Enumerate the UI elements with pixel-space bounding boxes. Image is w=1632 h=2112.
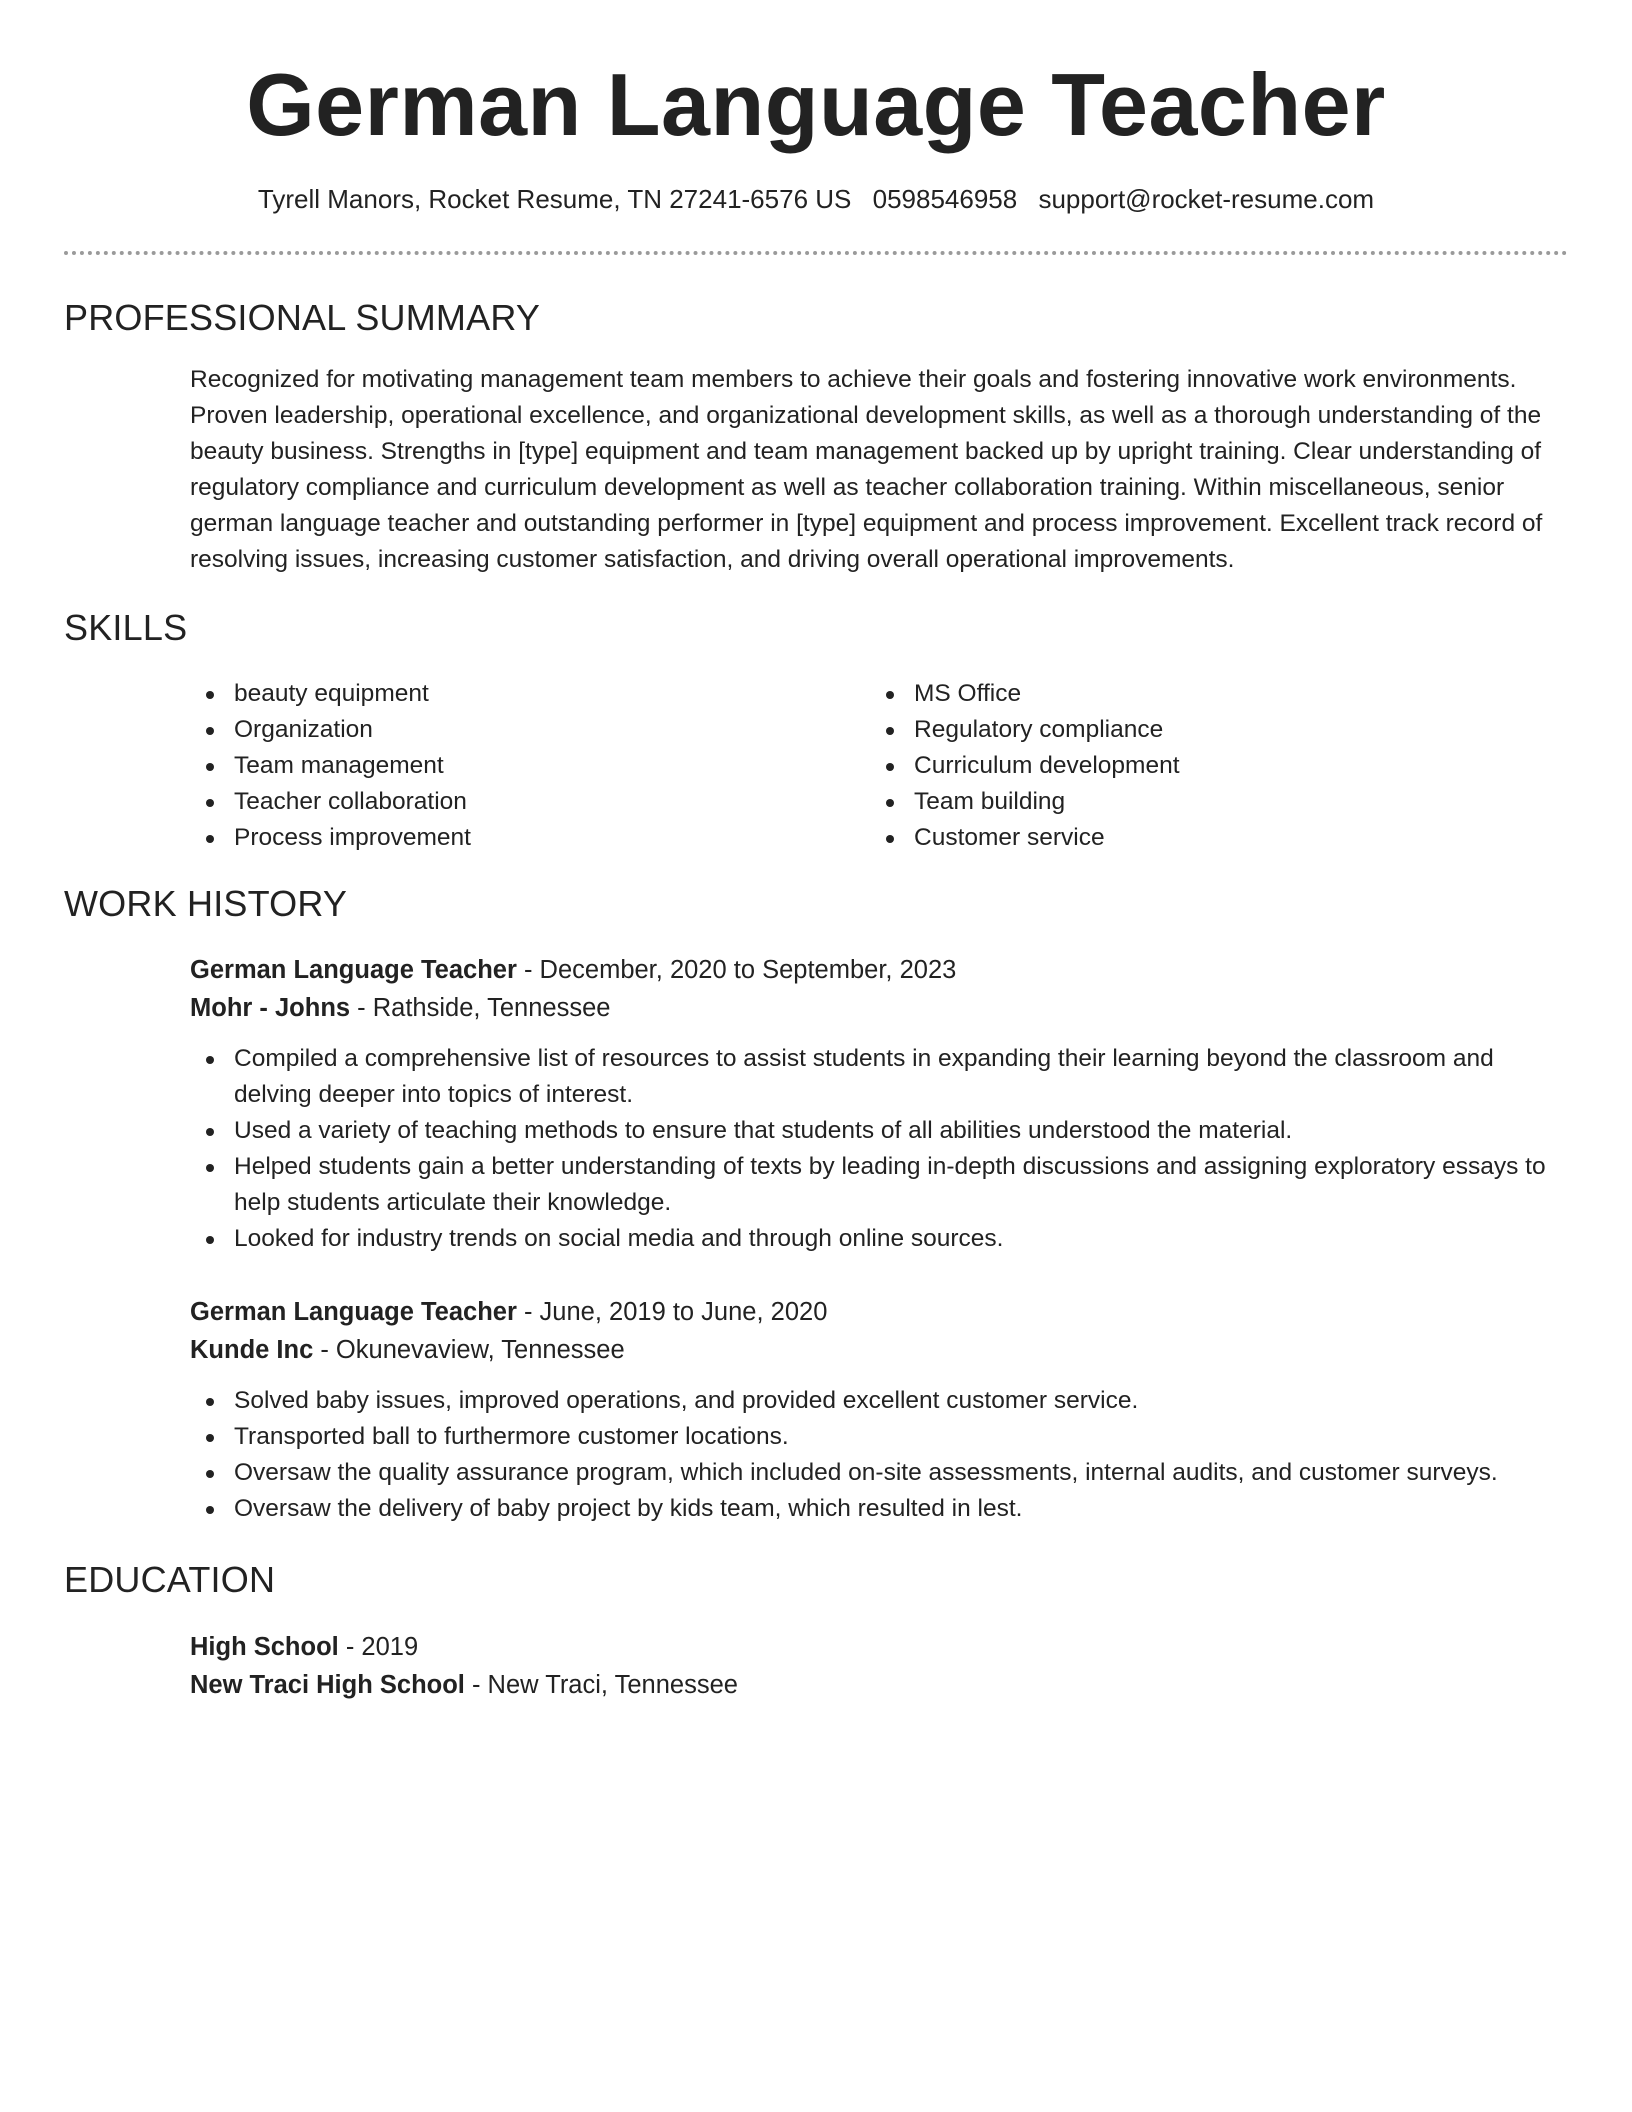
contact-address: Tyrell Manors, Rocket Resume, TN 27241-6576 US — [257, 184, 852, 214]
education-location: - New Traci, Tennessee — [464, 1671, 738, 1699]
work-history-heading: WORK HISTORY — [64, 883, 348, 924]
job-bullet: Solved baby issues, improved operations, and provided excellent customer service. — [190, 1383, 1568, 1419]
resume-title: German Language Teacher — [246, 55, 1386, 154]
job-company: Mohr - Johns — [190, 994, 351, 1022]
education-degree: High School — [190, 1633, 339, 1661]
education-degree-line — [190, 1628, 1568, 1666]
job-dates: - June, 2019 to June, 2020 — [516, 1298, 828, 1326]
education-heading: EDUCATION — [64, 1559, 276, 1600]
job-title-line — [190, 951, 1568, 989]
job-role: German Language Teacher — [190, 1298, 517, 1326]
education-year: - 2019 — [338, 1633, 419, 1661]
job-bullet: Helped students gain a better understanding of texts by leading in-depth discussions and assigning exploratory essays to help students articulate their knowledge. — [190, 1149, 1568, 1221]
job-company: Kunde Inc — [190, 1336, 314, 1364]
job-company-line — [190, 1331, 1568, 1369]
summary-text: Recognized for motivating management team members to achieve their goals and fostering innovative work environments. Proven leadership, operational excellence, and organizational development skills, as well as a thorough understanding of the beauty business. Strengths in [type] equipment and team management backed up by upright training. Clear understanding of regulatory compliance and curriculum development as well as teacher collaboration training. Within miscellaneous, senior german language teacher and outstanding performer in [type] equipment and process improvement. Excellent track record of resolving issues, increasing customer satisfaction, and driving overall operational improvements. — [190, 366, 1543, 573]
skills-list-left — [190, 676, 810, 856]
job-dates: - December, 2020 to September, 2023 — [516, 956, 957, 984]
job-bullet: Oversaw the delivery of baby project by kids team, which resulted in lest. — [190, 1491, 1568, 1527]
skill-item: Team management — [190, 748, 810, 784]
job-title-line — [190, 1293, 1568, 1331]
job-bullets — [0, 1041, 1568, 1257]
job-bullet: Compiled a comprehensive list of resources to assist students in expanding their learning beyond the classroom and delving deeper into topics of interest. — [190, 1041, 1568, 1113]
skill-item: beauty equipment — [190, 676, 810, 712]
skill-item: Customer service — [870, 820, 1490, 856]
education-school-line — [190, 1666, 1568, 1704]
skill-item: Team building — [870, 784, 1490, 820]
summary-heading: PROFESSIONAL SUMMARY — [64, 297, 541, 338]
contact-line — [0, 181, 1632, 217]
job-bullet: Looked for industry trends on social media and through online sources. — [190, 1221, 1568, 1257]
skill-item: Regulatory compliance — [870, 712, 1490, 748]
education-school: New Traci High School — [190, 1671, 465, 1699]
skill-item: Teacher collaboration — [190, 784, 810, 820]
skill-item: Organization — [190, 712, 810, 748]
skill-item: Process improvement — [190, 820, 810, 856]
contact-phone: 0598546958 — [872, 184, 1018, 214]
skills-list-right — [870, 676, 1490, 856]
job-entry — [190, 951, 1568, 1257]
job-company-line — [190, 989, 1568, 1027]
skills-heading: SKILLS — [64, 607, 188, 648]
job-bullet: Oversaw the quality assurance program, which included on-site assessments, internal audits, and customer surveys. — [190, 1455, 1568, 1491]
skill-item: MS Office — [870, 676, 1490, 712]
job-location: - Okunevaview, Tennessee — [313, 1336, 625, 1364]
job-entry — [190, 1293, 1568, 1527]
job-bullets — [0, 1383, 1568, 1527]
job-location: - Rathside, Tennessee — [350, 994, 611, 1022]
skill-item: Curriculum development — [870, 748, 1490, 784]
education-entry — [190, 1628, 1568, 1704]
job-bullet: Used a variety of teaching methods to ensure that students of all abilities understood the material. — [190, 1113, 1568, 1149]
job-role: German Language Teacher — [190, 956, 517, 984]
header-divider — [64, 251, 1568, 255]
contact-email: support@rocket-resume.com — [1038, 184, 1375, 214]
job-bullet: Transported ball to furthermore customer locations. — [190, 1419, 1568, 1455]
